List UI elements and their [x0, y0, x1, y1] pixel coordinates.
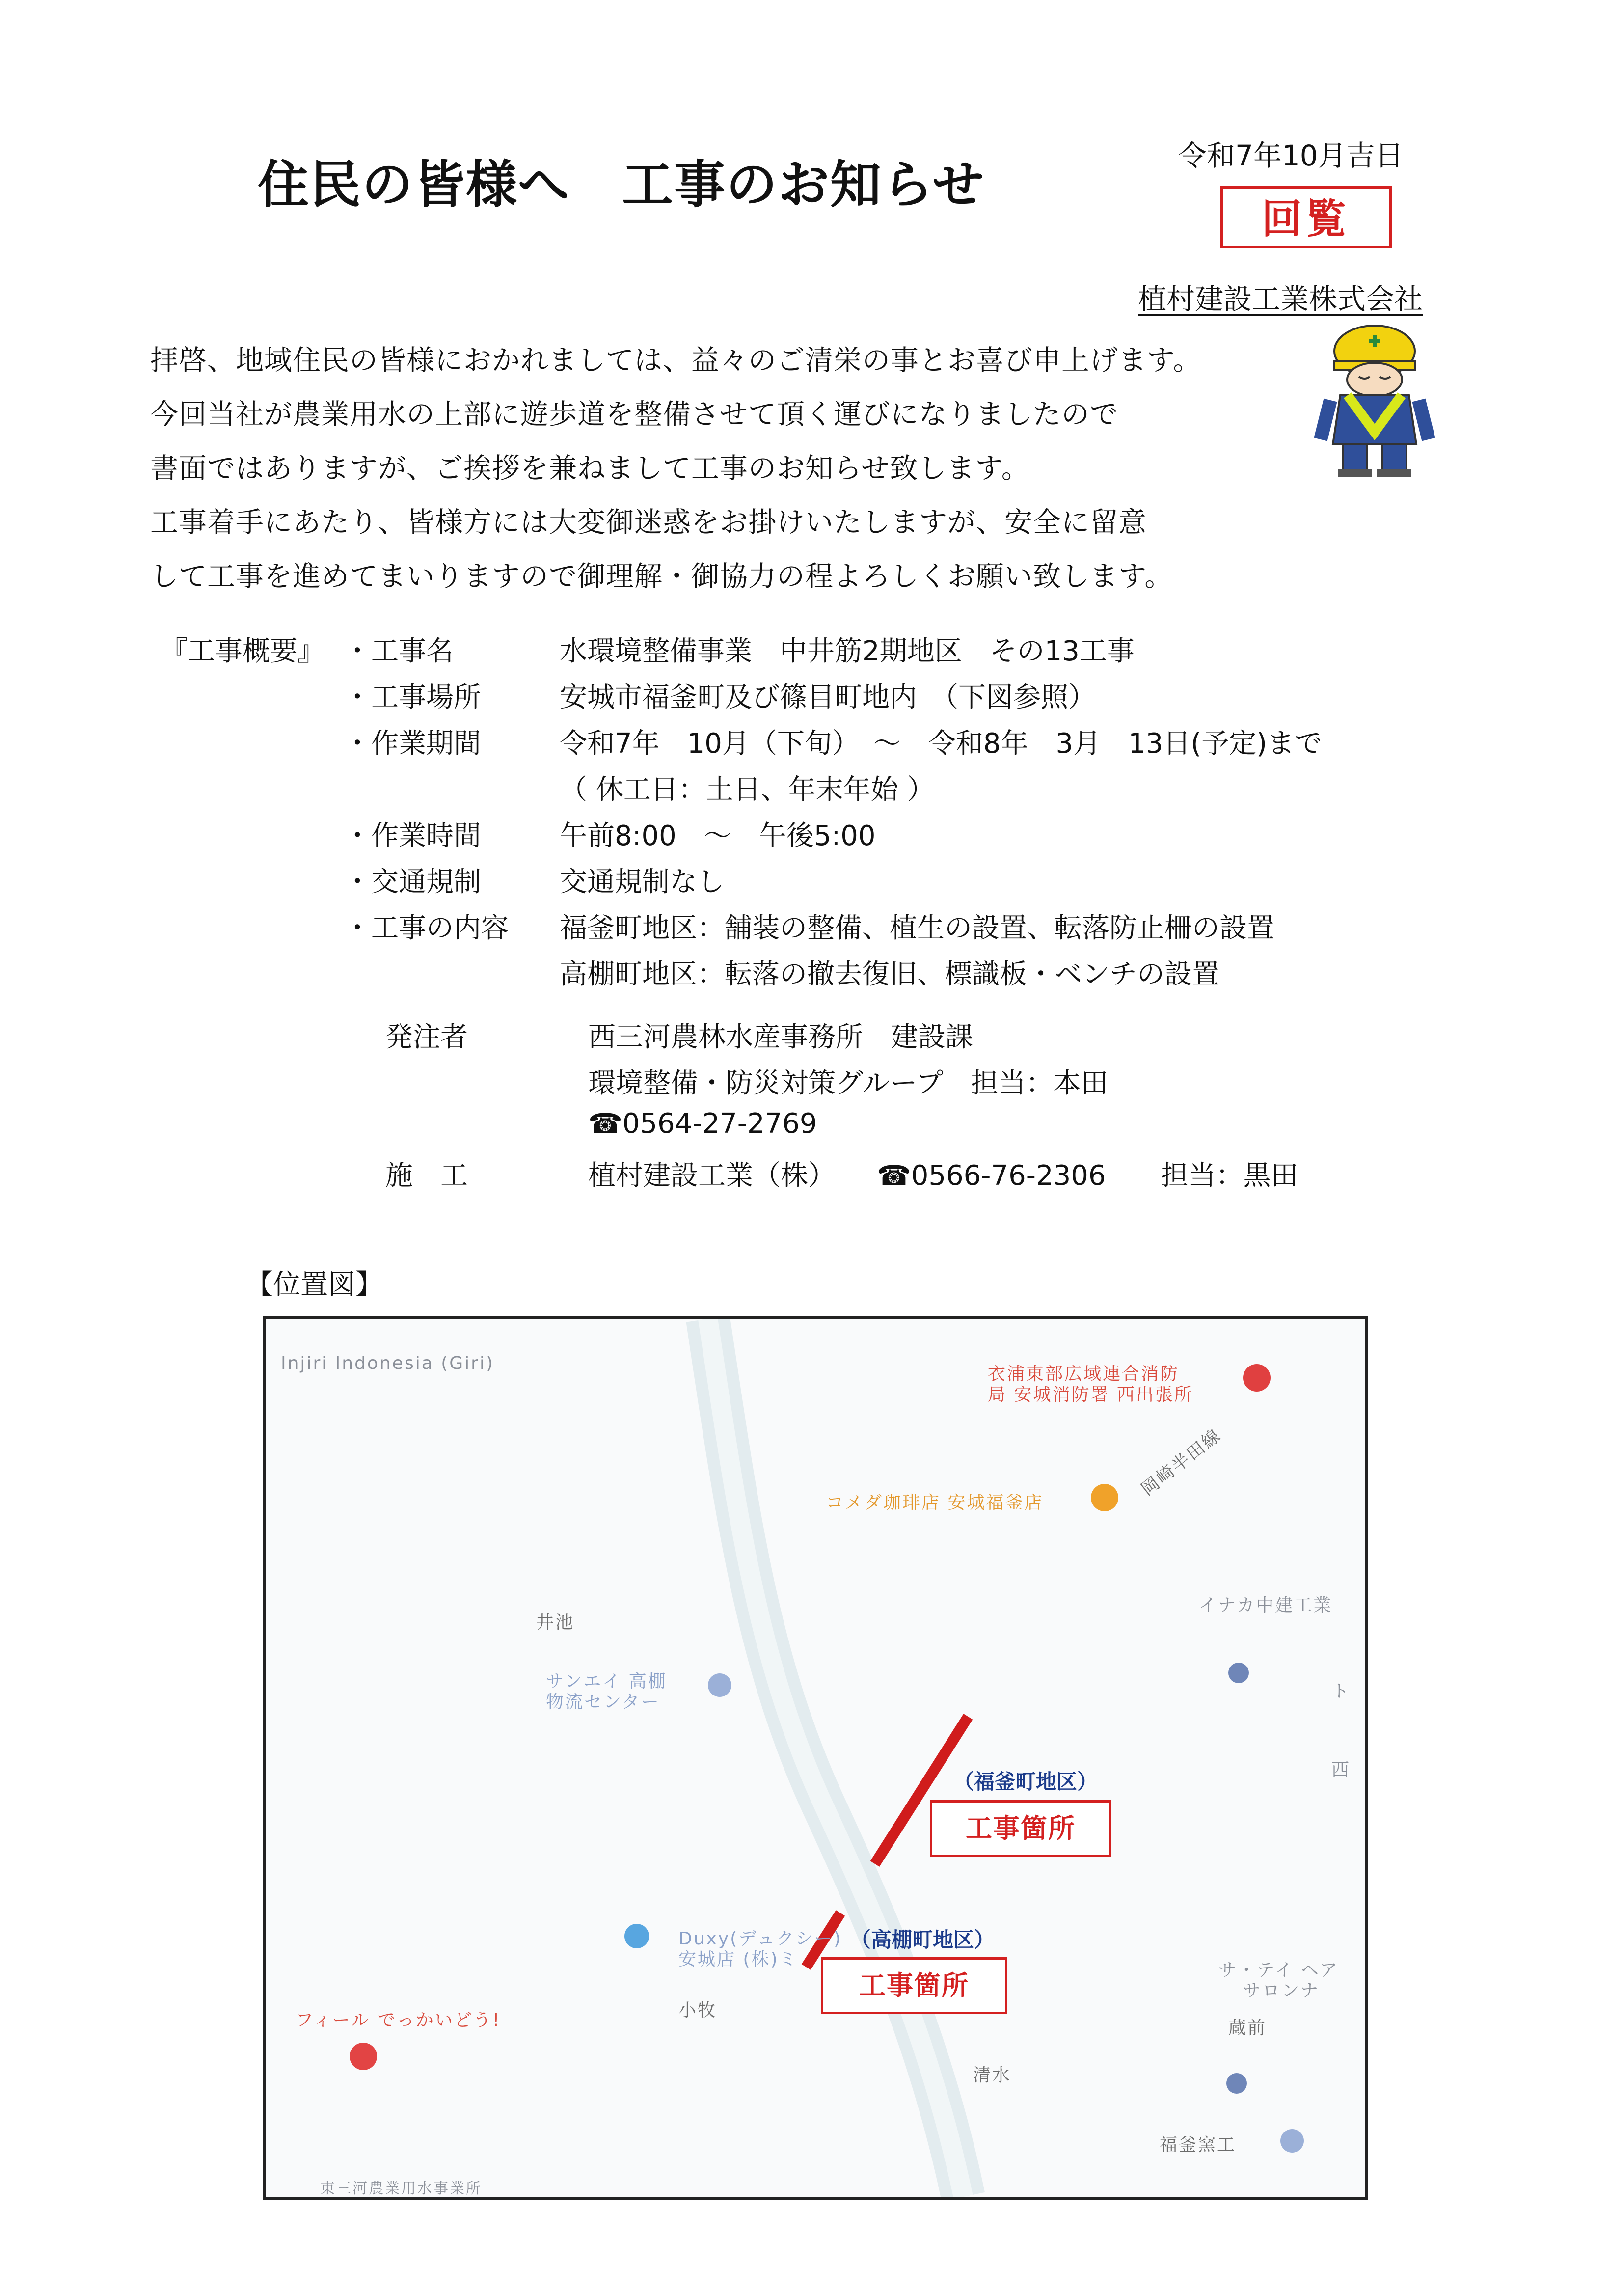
map-place-komeda: コメダ珈琲店 安城福釜店	[826, 1493, 1044, 1513]
logistics-pin-icon	[708, 1673, 731, 1697]
location-map	[263, 1316, 1368, 2200]
factory-pin-icon	[1280, 2129, 1304, 2153]
map-place-fire-station-2: 局 安城消防署 西出張所	[988, 1385, 1193, 1405]
contractor-line: 植村建設工業（株） ☎0566-76-2306 担当：黒田	[588, 1160, 1298, 1192]
cafe-pin-icon	[1091, 1484, 1118, 1511]
map-road-okazaki-handa: 岡崎半田線	[1137, 1425, 1225, 1500]
map-place-sanei-1: サンエイ 高棚	[546, 1671, 667, 1692]
map-place-nishi: 西	[1331, 1760, 1351, 1780]
map-place-bottom: 東三河農業用水事業所	[320, 2180, 482, 2197]
item-value-work-content-fukama: 福釜町地区：舗装の整備、植生の設置、転落防止柵の設置	[560, 912, 1274, 944]
greeting-line-2: 今回当社が農業用水の上部に遊歩道を整備させて頂く運びになりましたので	[150, 398, 1118, 431]
map-place-kiyomizu: 清水	[973, 2065, 1012, 2085]
item-value-work-hours: 午前8:00 ～ 午後5:00	[560, 820, 876, 852]
greeting-line-3: 書面ではありますが、ご挨拶を兼ねまして工事のお知らせ致します。	[150, 452, 1030, 485]
item-label-traffic: ・交通規制	[344, 866, 481, 898]
page-title: 住民の皆様へ 工事のお知らせ	[258, 155, 985, 215]
item-value-project-name: 水環境整備事業 中井筋2期地区 その13工事	[560, 635, 1135, 667]
map-place-feel: フィール でっかいどう!	[296, 2010, 501, 2030]
orderer-phone: ☎0564-27-2769	[588, 1108, 817, 1140]
orderer-line-2: 環境整備・防災対策グループ 担当：本田	[588, 1067, 1109, 1099]
item-value-work-content-takatana: 高棚町地区：転落の撤去復旧、標識板・ベンチの設置	[560, 958, 1219, 990]
item-label-location: ・工事場所	[344, 682, 481, 713]
greeting-line-1: 拝啓、地域住民の皆様におかれましては、益々のご清栄の事とお喜び申上げます。	[150, 344, 1202, 377]
greeting-line-4: 工事着手にあたり、皆様方には大変御迷惑をお掛けいたしますが、安全に留意	[150, 506, 1147, 539]
map-place-komaki: 小牧	[678, 2000, 717, 2021]
issue-date: 令和7年10月吉日	[1178, 139, 1404, 172]
company-name: 植村建設工業株式会社	[1138, 282, 1423, 316]
map-place-iike: 井池	[536, 1613, 575, 1633]
map-place-injiri: Injiri Indonesia (Giri)	[281, 1353, 495, 1373]
pharmacy-pin-icon	[350, 2043, 377, 2070]
map-place-sanei-2: 物流センター	[546, 1692, 660, 1712]
map-label: 【位置図】	[245, 1269, 383, 1301]
map-place-inaka: イナカ中建工業	[1199, 1595, 1333, 1615]
bus-stop-icon	[1228, 1663, 1249, 1683]
item-label-work-hours: ・作業時間	[344, 820, 481, 852]
item-value-work-period: 令和7年 10月（下旬） ～ 令和8年 3月 13日(予定)まで	[560, 728, 1323, 760]
bus-stop-icon-2	[1226, 2073, 1247, 2094]
circulation-stamp: 回覧	[1220, 186, 1392, 248]
item-value-location: 安城市福釜町及び篠目町地内 （下図参照）	[560, 682, 1096, 713]
bowing-worker-illustration	[1311, 322, 1438, 479]
map-place-fukamakouko: 福釜窯工	[1160, 2135, 1237, 2155]
overview-section-label: 『工事概要』	[160, 635, 325, 667]
item-value-holidays: （ 休工日：土日、年末年始 ）	[560, 774, 935, 806]
map-place-sa-tei-2: サロンナ	[1243, 1981, 1320, 2001]
item-value-traffic: 交通規制なし	[560, 866, 725, 898]
map-place-fire-station-1: 衣浦東部広域連合消防	[988, 1364, 1180, 1384]
map-place-duxy-2: 安城店 (株)ミ	[678, 1949, 798, 1969]
item-label-work-content: ・工事の内容	[344, 912, 509, 944]
orderer-label: 発注者	[385, 1021, 468, 1053]
contractor-label: 施 工	[385, 1160, 468, 1192]
map-place-sa-tei-1: サ・テイ ヘア	[1218, 1960, 1339, 1980]
item-label-work-period: ・作業期間	[344, 728, 481, 760]
map-place-duxy-1: Duxy(デュクシー)	[678, 1929, 842, 1949]
site-a-area-label: （福釜町地区）	[953, 1770, 1098, 1794]
item-label-project-name: ・工事名	[344, 635, 454, 667]
orderer-line-1: 西三河農林水産事務所 建設課	[588, 1021, 973, 1053]
site-b-area-label: （高棚町地区）	[850, 1928, 995, 1952]
shop-pin-icon	[624, 1924, 649, 1948]
fire-station-pin-icon	[1243, 1364, 1271, 1392]
map-place-kurasaki: 蔵前	[1228, 2018, 1267, 2038]
site-b-box: 工事箇所	[821, 1957, 1007, 2014]
greeting-line-5: して工事を進めてまいりますので御理解・御協力の程よろしくお願い致します。	[150, 560, 1173, 593]
map-place-to: ト	[1331, 1681, 1351, 1701]
site-a-box: 工事箇所	[930, 1800, 1111, 1857]
